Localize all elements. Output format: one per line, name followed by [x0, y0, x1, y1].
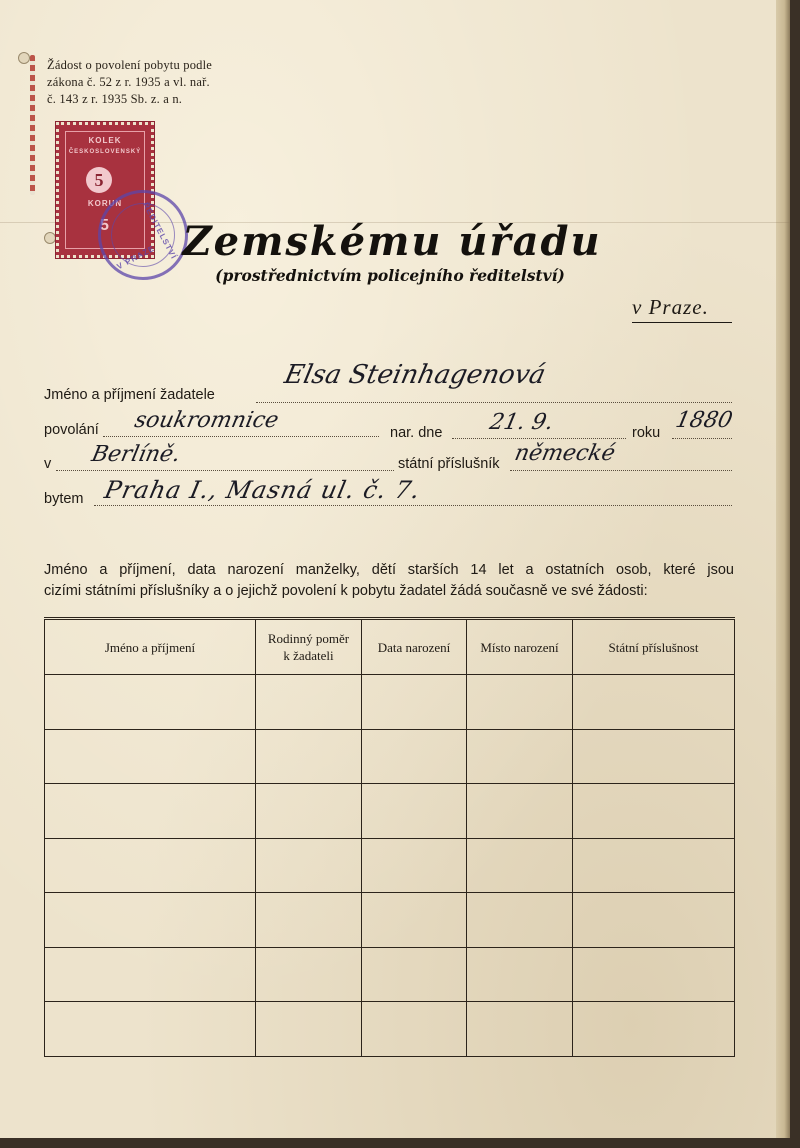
instructions-line: Jméno a příjmení, data narození manželky, dětí starších 14 let a ostatních osob, které jsou — [44, 562, 734, 578]
table-cell[interactable] — [45, 729, 256, 784]
revenue-stamp: KOLEK ČESKOSLOVENSKÝ 5 KORUN 5 — [56, 122, 154, 258]
occupation-label: povolání — [44, 422, 99, 438]
birth-place-label: v — [44, 456, 52, 472]
fill-line — [56, 470, 394, 471]
table-row — [45, 947, 735, 1002]
applicant-name-label: Jméno a příjmení žadatele — [44, 387, 215, 403]
table-cell[interactable] — [467, 838, 573, 893]
table-cell[interactable] — [467, 729, 573, 784]
table-cell[interactable] — [45, 784, 256, 839]
table-row — [45, 838, 735, 893]
table-row — [45, 784, 735, 839]
table-cell[interactable] — [45, 947, 256, 1002]
table-cell[interactable] — [467, 675, 573, 730]
table-cell[interactable] — [362, 838, 467, 893]
table-cell[interactable] — [467, 784, 573, 839]
table-cell[interactable] — [45, 893, 256, 948]
table-row — [45, 893, 735, 948]
addressee-title: Zemskému úřadu — [182, 218, 602, 265]
table-cell[interactable] — [256, 1002, 362, 1057]
birth-year-value: 1880 — [673, 408, 735, 433]
column-header-name: Jméno a příjmení — [45, 619, 256, 675]
table-cell[interactable] — [467, 947, 573, 1002]
table-cell[interactable] — [573, 675, 735, 730]
occupation-value: soukromnice — [132, 408, 281, 433]
fill-line — [256, 402, 732, 403]
table-cell[interactable] — [256, 893, 362, 948]
column-header-birth-place: Místo narození — [467, 619, 573, 675]
revenue-stamp-value: 5 — [86, 167, 112, 193]
seal-text: V PRAZE — [115, 243, 157, 272]
table-cell[interactable] — [256, 675, 362, 730]
fill-line — [452, 438, 626, 439]
binding-string — [30, 55, 35, 195]
seal-text: ŘEDITELSTVÍ — [141, 201, 179, 261]
birth-year-label: roku — [632, 425, 661, 441]
column-header-citizenship: Státní příslušnost — [573, 619, 735, 675]
birth-place-value: Berlíně. — [89, 442, 183, 467]
table-cell[interactable] — [467, 1002, 573, 1057]
table-cell[interactable] — [573, 784, 735, 839]
addressee-city: v Praze. — [632, 295, 732, 323]
applicant-name-value: Elsa Steinhagenová — [281, 360, 549, 390]
table-cell[interactable] — [362, 1002, 467, 1057]
residence-label: bytem — [44, 491, 84, 507]
column-header-birth-date: Data narození — [362, 619, 467, 675]
table-row — [45, 1002, 735, 1057]
addressee-subtitle: (prostřednictvím policejního ředitelství) — [215, 266, 565, 285]
table-row — [45, 729, 735, 784]
table-cell[interactable] — [256, 784, 362, 839]
column-header-relation: Rodinný poměr k žadateli — [256, 619, 362, 675]
table-cell[interactable] — [362, 947, 467, 1002]
fill-line — [94, 505, 732, 506]
table-cell[interactable] — [573, 838, 735, 893]
table-cell[interactable] — [45, 838, 256, 893]
table-row — [45, 675, 735, 730]
fill-line — [510, 470, 732, 471]
table-cell[interactable] — [573, 729, 735, 784]
table-cell[interactable] — [45, 1002, 256, 1057]
birth-date-value: 21. 9. — [487, 410, 556, 435]
form-reference — [47, 57, 212, 108]
table-cell[interactable] — [362, 784, 467, 839]
table-cell[interactable] — [573, 947, 735, 1002]
table-header-row — [45, 619, 735, 675]
punch-hole — [44, 232, 56, 244]
table-cell[interactable] — [362, 729, 467, 784]
instructions-paragraph — [44, 560, 734, 602]
table-cell[interactable] — [362, 893, 467, 948]
table-cell[interactable] — [45, 675, 256, 730]
birth-date-label: nar. dne — [390, 425, 443, 441]
citizenship-value: německé — [512, 441, 618, 466]
form-reference-line: zákona č. 52 z r. 1935 a vl. nař. — [47, 75, 210, 89]
table-cell[interactable] — [256, 838, 362, 893]
instructions-line: cizími státními příslušníky a o jejichž povolení k pobytu žadatel žádá současně ve své žádosti: — [44, 583, 648, 599]
punch-hole — [18, 52, 30, 64]
table-cell[interactable] — [573, 893, 735, 948]
table-cell[interactable] — [467, 893, 573, 948]
fill-line — [103, 436, 379, 437]
form-reference-line: Žádost o povolení pobytu podle — [47, 58, 213, 72]
form-reference-line: č. 143 z r. 1935 Sb. z. a n. — [47, 92, 183, 106]
revenue-stamp-top-text: KOLEK — [88, 136, 122, 145]
table-cell[interactable] — [256, 947, 362, 1002]
table-cell[interactable] — [573, 1002, 735, 1057]
page-edge — [776, 0, 790, 1138]
table-cell[interactable] — [362, 675, 467, 730]
table-cell[interactable] — [256, 729, 362, 784]
revenue-stamp-word: KORUN — [87, 199, 123, 208]
citizenship-label: státní příslušník — [398, 456, 500, 472]
fill-line — [672, 438, 732, 439]
residence-value: Praha I., Masná ul. č. 7. — [102, 476, 424, 504]
persons-table — [44, 617, 735, 1057]
